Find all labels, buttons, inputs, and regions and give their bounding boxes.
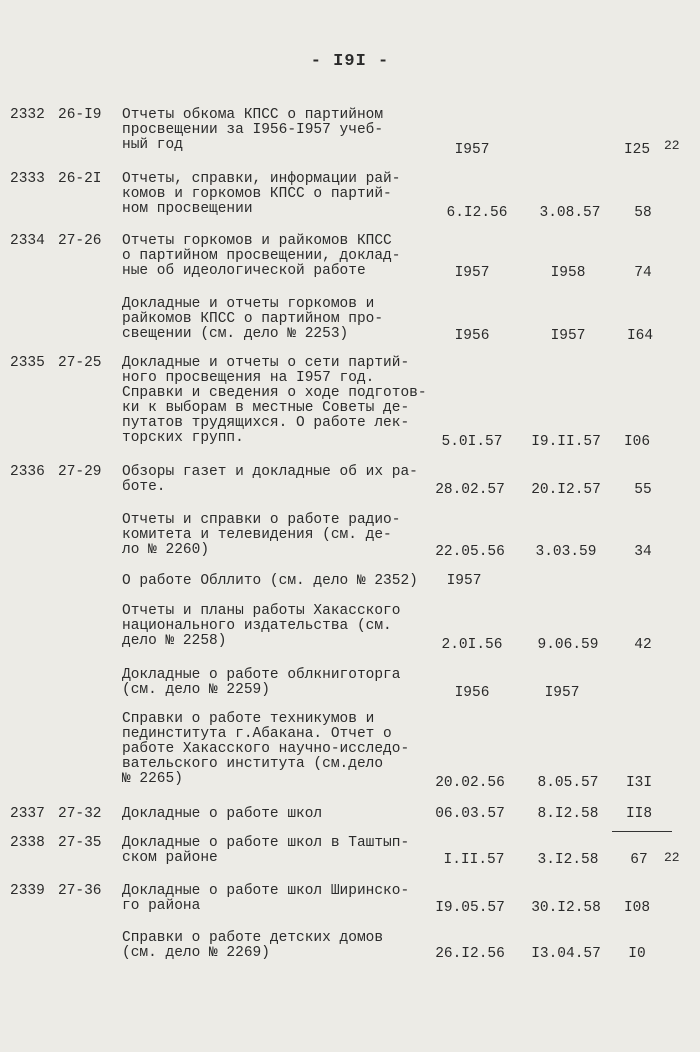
entry-date-start: 5.0I.57 [441, 434, 503, 450]
entry-number: 2339 [10, 883, 45, 899]
page-number: - I9I - [310, 52, 390, 71]
entry-number: 2337 [10, 806, 45, 822]
entry-date-start: 22.05.56 [435, 544, 505, 560]
entry-code: 27-32 [58, 806, 102, 822]
entry-date-start: 26.I2.56 [435, 946, 505, 962]
entry-description: Докладные о работе облкниготорга (см. дело № 2259) [122, 667, 401, 698]
entry-description: Докладные о работе школ [122, 806, 323, 822]
entry-date-end: 20.I2.57 [531, 482, 601, 498]
entry-code: 27-26 [58, 233, 102, 249]
entry-date-start: I956 [454, 328, 490, 344]
entry-sheets: I64 [626, 328, 654, 344]
entry-date-end: I9.II.57 [531, 434, 601, 450]
entry-description: Докладные и отчеты горкомов и райкомов КПСС о партийном про- свещении (см. дело № 2253) [122, 296, 384, 342]
entry-date-start: 28.02.57 [435, 482, 505, 498]
entry-description: Отчеты и справки о работе радио- комитета и телевидения (см. де- ло № 2260) [122, 512, 401, 558]
entry-code: 27-35 [58, 835, 102, 851]
entry-date-end: I958 [550, 265, 586, 281]
entry-description: Отчеты и планы работы Хакасского национального издательства (см. дело № 2258) [122, 603, 401, 649]
entry-date-start: I957 [454, 142, 490, 158]
entry-description: Отчеты горкомов и райкомов КПСС о партийном просвещении, доклад- ные об идеологической работе [122, 233, 401, 279]
entry-date-start: 20.02.56 [435, 775, 505, 791]
entry-sheets: I25 [623, 142, 651, 158]
entry-sheets: II8 [625, 806, 653, 822]
entry-code: 27-29 [58, 464, 102, 480]
entry-description: Докладные о работе школ Ширинско- го района [122, 883, 410, 914]
entry-code: 26-I9 [58, 107, 102, 123]
entry-description: Докладные о работе школ в Таштып- ском районе [122, 835, 410, 866]
entry-date-end: 30.I2.58 [531, 900, 601, 916]
entry-date-start: I956 [454, 685, 490, 701]
entry-date-end: 3.08.57 [539, 205, 601, 221]
entry-margin-note: 22 [664, 138, 680, 153]
entry-number: 2338 [10, 835, 45, 851]
entry-sheets: 55 [634, 482, 652, 498]
entry-code: 27-36 [58, 883, 102, 899]
entry-date-start: 06.03.57 [435, 806, 505, 822]
entry-description: Докладные и отчеты о сети партий- ного просвещения на I957 год. Справки и сведения о ходе подготов- ки к выборам в местные Советы де- путатов трудящихся. О работе лек- торских групп. [122, 355, 427, 446]
entry-date-start: 6.I2.56 [446, 205, 508, 221]
entry-date-end: I3.04.57 [531, 946, 601, 962]
entry-number: 2333 [10, 171, 45, 187]
entry-description: Отчеты обкома КПСС о партийном просвещении за I956-I957 учеб- ный год [122, 107, 384, 153]
entry-sheets: I06 [623, 434, 651, 450]
entry-description: Отчеты, справки, информации рай- комов и горкомов КПСС о партий- ном просвещении [122, 171, 401, 217]
entry-code: 26-2I [58, 171, 102, 187]
entry-number: 2335 [10, 355, 45, 371]
entry-sheets: 58 [634, 205, 652, 221]
entry-code: 27-25 [58, 355, 102, 371]
entry-date-start: I957 [446, 573, 482, 589]
entry-date-end: 9.06.59 [537, 637, 599, 653]
entry-description: Справки о работе детских домов (см. дело № 2269) [122, 930, 384, 961]
entry-number: 2334 [10, 233, 45, 249]
entry-sheets: 74 [634, 265, 652, 281]
entry-sheets: 67 [630, 852, 648, 868]
entry-date-end: 8.I2.58 [537, 806, 599, 822]
entry-date-start: I.II.57 [443, 852, 505, 868]
entry-date-end: I957 [544, 685, 580, 701]
entry-sheets: I3I [625, 775, 653, 791]
entry-sheets: 34 [634, 544, 652, 560]
entry-date-end: 3.03.59 [535, 544, 597, 560]
entry-date-end: I957 [550, 328, 586, 344]
entry-description: Обзоры газет и докладные об их ра- боте. [122, 464, 418, 495]
entry-number: 2336 [10, 464, 45, 480]
entry-date-start: I9.05.57 [435, 900, 505, 916]
entry-date-end: 8.05.57 [537, 775, 599, 791]
entry-date-start: 2.0I.56 [441, 637, 503, 653]
entry-description: О работе Обллито (см. дело № 2352) [122, 573, 418, 589]
entry-number: 2332 [10, 107, 45, 123]
total-underline [612, 831, 672, 832]
entry-description: Справки о работе техникумов и пединститута г.Абакана. Отчет о работе Хакасского научно-исследо- вательского института (см.дело № 2265) [122, 711, 410, 787]
entry-sheets: I08 [623, 900, 651, 916]
entry-margin-note: 22 [664, 850, 680, 865]
entry-sheets: 42 [634, 637, 652, 653]
entry-date-end: 3.I2.58 [537, 852, 599, 868]
entry-sheets: I0 [628, 946, 646, 962]
entry-date-start: I957 [454, 265, 490, 281]
